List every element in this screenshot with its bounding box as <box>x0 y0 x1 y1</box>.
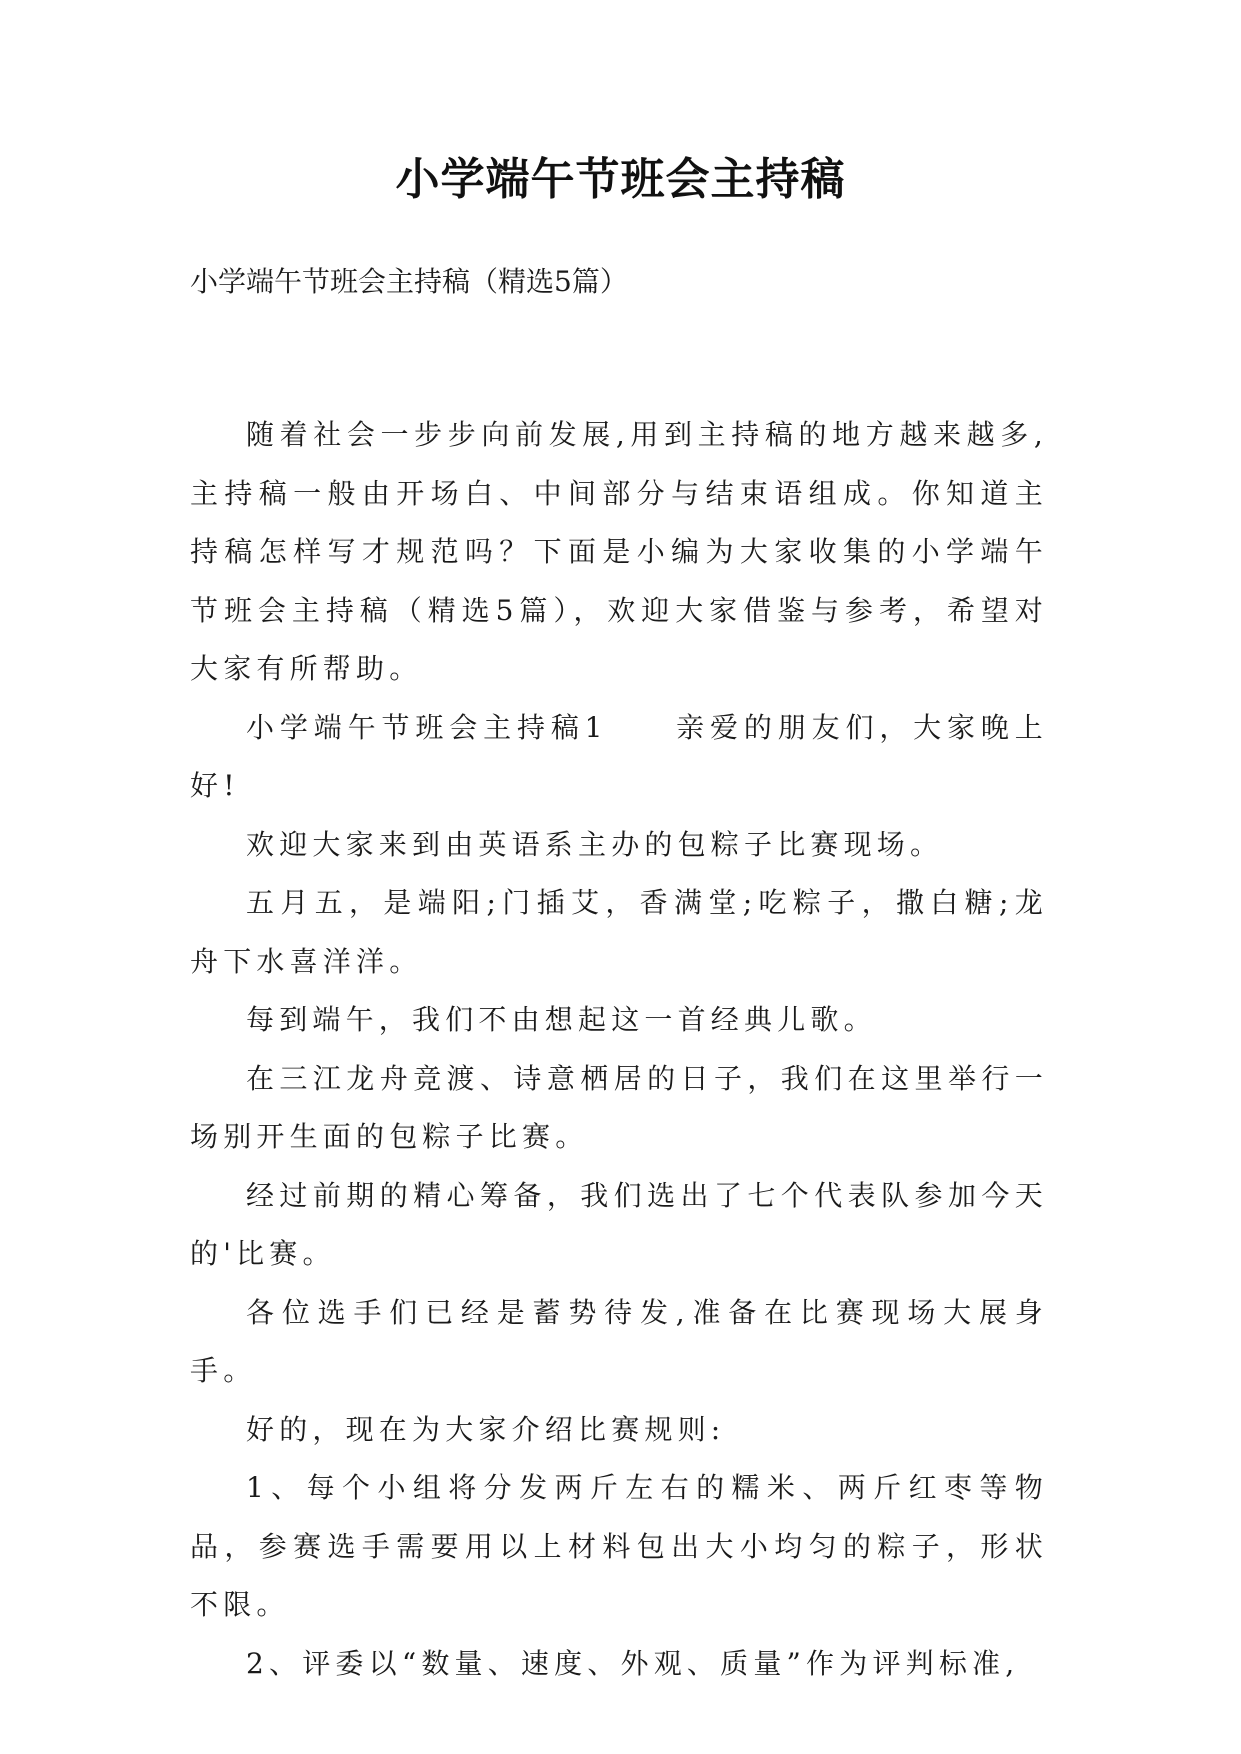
paragraph-memory: 每到端午，我们不由想起这一首经典儿歌。 <box>246 1003 877 1036</box>
paragraph-welcome: 欢迎大家来到由英语系主办的包粽子比赛现场。 <box>246 827 944 861</box>
paragraph-rule-2: 2、评委以“数量、速度、外观、质量”作为评判标准, <box>246 1646 1020 1680</box>
paragraph-ready: 各位选手们已经是蓄势待发,准备在比赛现场大展身手。 <box>190 1295 1048 1387</box>
document-title: 小学端午节班会主持稿 <box>395 154 846 205</box>
paragraph-greeting: 小学端午节班会主持稿1 亲爱的朋友们，大家晚上好! <box>190 710 1048 802</box>
paragraph-rules-intro: 好的，现在为大家介绍比赛规则: <box>246 1412 726 1446</box>
paragraph-event: 在三江龙舟竞渡、诗意栖居的日子，我们在这里举行一场别开生面的包粽子比赛。 <box>190 1061 1048 1153</box>
paragraph-teams: 经过前期的精心筹备，我们选出了七个代表队参加今天的'比赛。 <box>190 1178 1048 1270</box>
document-subtitle: 小学端午节班会主持稿（精选5篇） <box>190 265 628 298</box>
paragraph-intro: 随着社会一步步向前发展,用到主持稿的地方越来越多,主持稿一般由开场白、中间部分与结束语组成。你知道主持稿怎样写才规范吗？下面是小编为大家收集的小学端午节班会主持稿（精选5篇），欢迎大家借鉴与参考，希望对大家有所帮助。 <box>190 418 1048 685</box>
paragraph-song: 五月五，是端阳;门插艾，香满堂;吃粽子，撒白糖;龙舟下水喜洋洋。 <box>190 886 1048 978</box>
paragraph-rule-1: 1、每个小组将分发两斤左右的糯米、两斤红枣等物品，参赛选手需要用以上材料包出大小均匀的粽子，形状不限。 <box>190 1471 1048 1621</box>
document-body <box>190 406 1048 1693</box>
